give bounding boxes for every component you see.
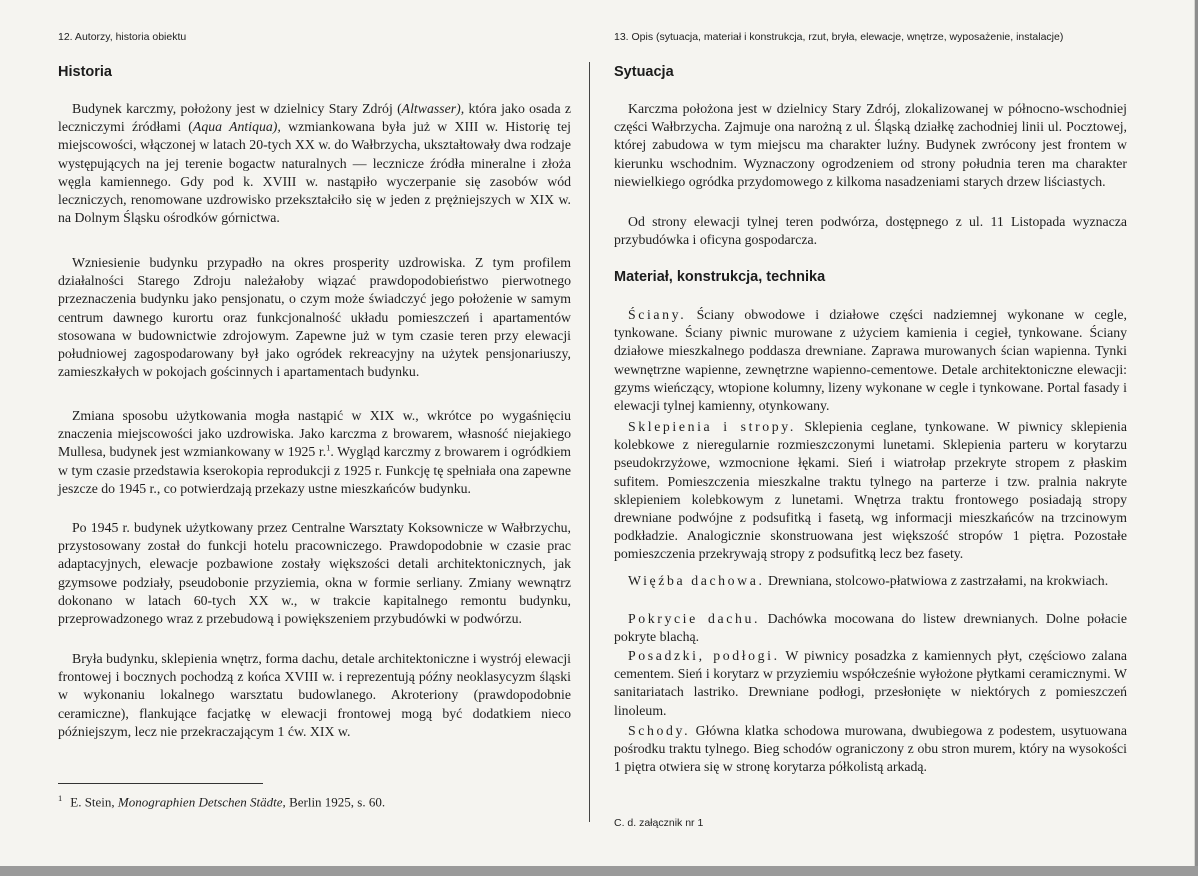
- sytuacja-paragraph-2: Od strony elewacji tylnej teren podwórza, dostępnego z ul. 11 Listopada wyznacza przybudówka i oficyna gospodarcza.: [614, 214, 1127, 248]
- historia-paragraph-3: Zmiana sposobu użytkowania mogła nastąpić w XIX w., wkrótce po wygaśnięciu znaczenia miejscowości jako uzdrowiska. Jako karczma z browarem, własność niejakiego Mullesa, budynek jest wzmiankowany w 1925 r.$^1$. Wygląd karczmy z browarem i ogródkiem w tym czasie przedstawia kserokopia reprodukcji z 1925 r. Funkcję tę spełniała ona zapewne jeszcze do 1945 r., co potwierdzają przekazy ustne mieszkańców budynku.: [58, 408, 571, 496]
- section-title-sytuacja: Sytuacja: [614, 64, 674, 80]
- material-walls: Ściany. Ściany obwodowe i działowe części nadziemnej wykonane w cegle, tynkowane. Ściany piwnic murowane z użyciem kamienia i cegieł, tynkowane. Ściany działowe mieszkalnego poddasza drewniane. Zaprawa murowanych ścian wapienna. Tynki wewnętrzne wapienne, zewnętrzne wapienno-cementowe. Detale architektoniczne elewacji: gzyms wieńczący, wtopione kolumny, lizeny wykonane w cegle i tynkowane. Portal fasady i elewacji tylnej kamienny, otynkowany.: [614, 307, 1127, 414]
- footnote-reference: 1: [326, 442, 331, 453]
- left-column-header: 12. Autorzy, historia obiektu: [58, 31, 187, 43]
- section-title-material: Materiał, konstrukcja, technika: [614, 269, 826, 285]
- footnote: $^1$ E. Stein, Monographien Detschen Städte, Berlin 1925, s. 60.: [58, 793, 386, 810]
- footnote-separator: [58, 783, 263, 784]
- material-stairs: Schody. Główna klatka schodowa murowana, dwubiegowa z podestem, usytuowana pośrodku traktu tylnego. Bieg schodów ograniczony z obu stron murem, który na wysokości 1 piętra otwiera się w stronę korytarza półkolistą arkadą.: [614, 723, 1127, 775]
- appendix-note: C. d. załącznik nr 1: [614, 817, 704, 829]
- material-vaults: Sklepienia i stropy. Sklepienia ceglane, tynkowane. W piwnicy sklepienia kolebkowe z nieregularnie rozmieszczonymi lunetami. Sklepienia parteru w korytarzu pseudokrzyżowe, wzmocnione łękami. Sień i wiatrołap przekryte stropem z płaskim sufitem. Pomieszczenia mieszkalne traktu tylnego na parterze i tzw. pralnia nakryte sklepieniem kolebkowym z lunetami. Wnętrza traktu frontowego posiadają stropy drewniane podwójne z podsufitką i fasetą, wg informacji mieszkańców na trzcinowym podkładzie. Analogicznie skonstruowana jest większość stropów 1 piętra. Pozostałe pomieszczenia przekrywają stropy z podsufitką lecz bez fasety.: [614, 419, 1127, 562]
- material-roof-covering: Pokrycie dachu. Dachówka mocowana do listew drewnianych. Dolne połacie pokryte blachą.: [614, 611, 1127, 645]
- historia-paragraph-2: Wzniesienie budynku przypadło na okres prosperity uzdrowiska. Z tym profilem działalności Starego Zdroju należałoby wiązać prawdopodobieństwo pierwotnego przeznaczenia budynku jako pensjonatu, o czym może świadczyć jego położenie w samym centrum dawnego kurortu oraz funkcjonalność układu pomieszczeń i apartamentów stosowana w budownictwie zdrojowym. Zapewne już w tym czasie teren przy elewacji południowej zagospodarowany był jako ogródek rekreacyjny na użytek pensjonariuszy, zamieszkałych w pokojach gościnnych i apartamentach budynku.: [58, 255, 571, 380]
- sytuacja-paragraph-1: Karczma położona jest w dzielnicy Stary Zdrój, zlokalizowanej w północno-wschodniej części Wałbrzycha. Zajmuje ona narożną z ul. Śląską działkę zachodniej linii ul. Pocztowej, której zabudowa w tym miejscu ma charakter luźny. Budynek zwrócony jest frontem w kierunku wschodnim. Wyznaczony ogrodzeniem od strony południa teren ma charakter niewielkiego ogródka przydomowego z kilkoma nasadzeniami starych drzew liściastych.: [614, 101, 1127, 189]
- historia-paragraph-4: Po 1945 r. budynek użytkowany przez Centralne Warsztaty Koksownicze w Wałbrzychu, przystosowany został do funkcji hotelu pracowniczego. Prawdopodobnie w czasie prac adaptacyjnych, elewacje pozbawione zostały większości detali architektonicznych, jak gzymsowe podziały, pseudobonie przyziemia, okna w formie serliany. Zmiany wewnątrz dokonano w latach 60-tych XX w., w trakcie kapitalnego remontu budynku, przeprowadzonego wraz z przebudową i powiększeniem przybudówki w podwórzu.: [58, 520, 571, 627]
- historia-paragraph-1: Budynek karczmy, położony jest w dzielnicy Stary Zdrój (Altwasser), która jako osada z leczniczymi źródłami (Aqua Antiqua), wzmiankowana była już w XIII w. Historię tej miejscowości, włączonej w latach 20-tych XX w. do Wałbrzycha, ukształtowały dwa rodzaje występujących na jej terenie bogactw naturalnych — lecznicze źródła mineralne i złoża węgla kamiennego. Gdy pod k. XVIII w. nastąpiło wyczerpanie się zasobów wód leczniczych, renomowane uzdrowisko przekształciło się w jeden z prężniejszych w XIX w. na Dolnym Śląsku ośrodków górnictwa.: [58, 101, 571, 226]
- column-divider: [589, 62, 590, 822]
- historia-paragraph-5: Bryła budynku, sklepienia wnętrz, forma dachu, detale architektoniczne i wystrój elewacji frontowej i bocznych pochodzą z końca XVIII w. i reprezentują późny neoklasycyzm śląski w wykonaniu lokalnego warsztatu budowlanego. Akroteriony (prawdopodobnie ceramiczne), flankujące facjatkę w elewacji frontowej mogą być dodatkiem nieco późniejszym, lecz nie przekraczającym 1 ćw. XIX w.: [58, 651, 571, 739]
- material-floors: Posadzki, podłogi. W piwnicy posadzka z kamiennych płyt, częściowo zalana cementem. Sień i korytarz w przyziemiu współcześnie wyłożone płytkami ceramicznymi. W sanitariatach lastriko. Drewniane podłogi, przesłonięte w niektórych z pomieszczeń linoleum.: [614, 648, 1127, 718]
- scan-border: [0, 866, 1198, 876]
- right-column-header: 13. Opis (sytuacja, materiał i konstrukcja, rzut, bryła, elewacje, wnętrze, wyposażenie, instalacje): [614, 31, 1064, 43]
- material-roof-truss: Więźba dachowa. Drewniana, stolcowo-płatwiowa z zastrzałami, na krokwiach.: [628, 573, 1109, 588]
- section-title-historia: Historia: [58, 64, 112, 80]
